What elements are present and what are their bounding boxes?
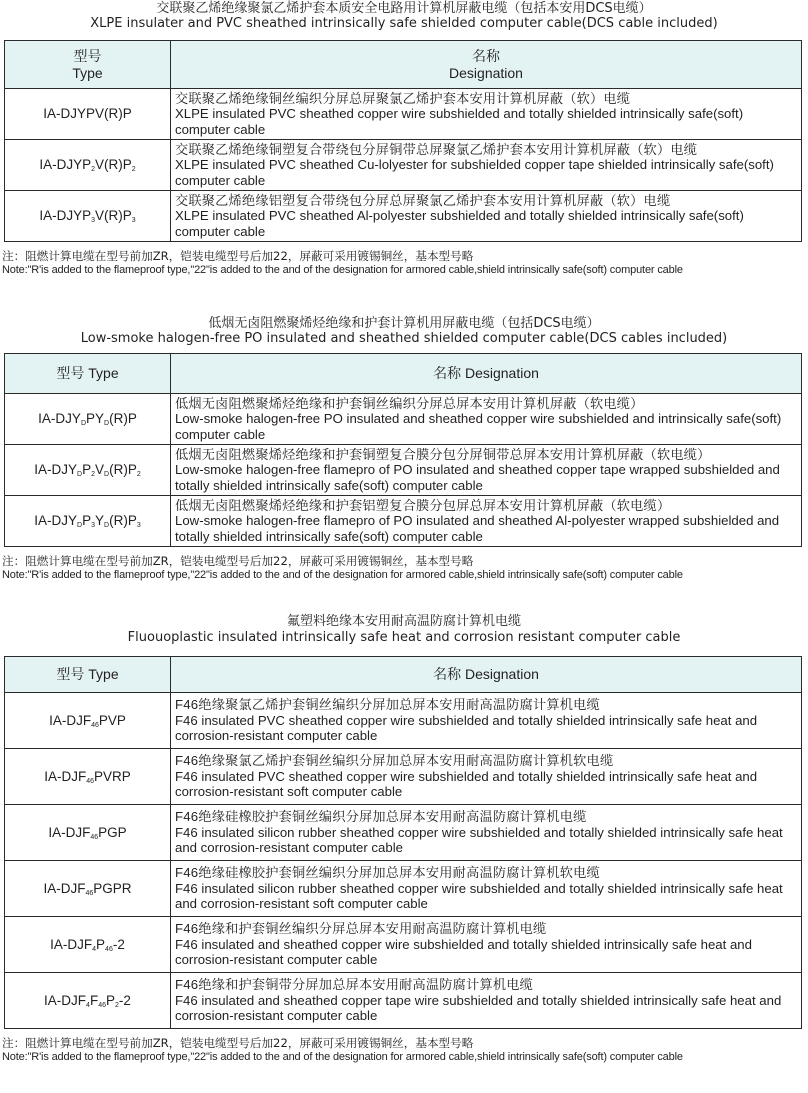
model-cell bbox=[5, 973, 171, 1029]
table-row bbox=[5, 973, 802, 1029]
header-model bbox=[5, 41, 171, 89]
note-en: Note:"R'is added to the flameproof type,"22"is added to the and of the designation for armored cable,shield intrinsically safe(soft) computer cable bbox=[2, 264, 683, 276]
model-cell bbox=[5, 191, 171, 242]
designation-cn: 交联聚乙烯绝缘铜丝编织分屏总屏聚氯乙烯护套本安用计算机屏蔽（软）电缆 bbox=[175, 90, 631, 106]
table-row bbox=[5, 749, 802, 805]
designation-cell bbox=[171, 917, 802, 973]
designation-cell bbox=[171, 394, 802, 445]
designation-en: F46 insulated PVC sheathed copper wire subshielded and totally shielded intrinsically safe heat and corrosion-resistant computer cable bbox=[175, 712, 758, 744]
designation-cn: F46绝缘聚氯乙烯护套铜丝编织分屏加总屏本安用耐高温防腐计算机软电缆 bbox=[175, 753, 614, 769]
designation-cell bbox=[171, 89, 802, 140]
model-code: $IA-DJYP_3V(R)P_3$ bbox=[39, 208, 136, 225]
designation-cn: 低烟无卤阻燃聚烯烃绝缘和护套铜丝编织分屏总屏本安用计算机屏蔽（软电缆） bbox=[175, 395, 644, 411]
header-model: 型号 Type bbox=[5, 354, 171, 394]
header-model-en: Type bbox=[72, 64, 103, 81]
designation-en: XLPE insulated PVC sheathed copper wire subshielded and totally shielded intrinsically safe(soft) computer cable bbox=[175, 106, 744, 137]
designation-cell bbox=[171, 191, 802, 242]
designation-cn: F46绝缘和护套铜带分屏加总屏本安用耐高温防腐计算机电缆 bbox=[175, 977, 534, 993]
model-cell bbox=[5, 749, 171, 805]
table-header bbox=[5, 657, 802, 693]
section3-table bbox=[4, 656, 802, 1029]
designation-en: XLPE insulated PVC sheathed Al-polyester subshielded and totally shielded intrinsically safe(soft) computer cable bbox=[175, 208, 744, 239]
note-en: Note:"R'is added to the flameproof type,"22"is added to the and of the designation for armored cable,shield intrinsically safe(soft) computer cable bbox=[2, 569, 683, 581]
model-code: $IA-DJF_{46}PGP$ bbox=[48, 824, 127, 841]
model-cell bbox=[5, 496, 171, 547]
note-cn: 注：阻燃计算电缆在型号前加ZR，铠装电缆型号后加22，屏蔽可采用镀锡铜丝，基本型号略 bbox=[2, 249, 474, 263]
designation-cn: F46绝缘和护套铜丝编织分屏总屏本安用耐高温防腐计算机电缆 bbox=[175, 921, 547, 937]
section1-title-en: XLPE insulater and PVC sheathed intrinsically safe shielded computer cable(DCS cable included) bbox=[90, 16, 718, 31]
model-cell bbox=[5, 805, 171, 861]
designation-cn: 低烟无卤阻燃聚烯烃绝缘和护套铝塑复合膜分包屏总屏本安用计算机屏蔽（软电缆） bbox=[175, 497, 671, 513]
table-row bbox=[5, 805, 802, 861]
model-cell bbox=[5, 140, 171, 191]
table-row bbox=[5, 917, 802, 973]
table-row bbox=[5, 89, 802, 140]
header-model: 型号 Type bbox=[5, 657, 171, 693]
model-cell bbox=[5, 861, 171, 917]
header-model-cn: 型号 bbox=[73, 47, 102, 64]
model-code: $IA-DJF_{46}PGPR$ bbox=[43, 880, 132, 897]
header-designation: 名称 Designation bbox=[171, 657, 802, 693]
header-designation: 名称 Designation bbox=[171, 354, 802, 394]
model-code: $IA-DJY_DP_2V_D(R)P_2$ bbox=[34, 462, 141, 479]
model-code: IA-DJYPV(R)P bbox=[43, 106, 132, 122]
designation-cell bbox=[171, 445, 802, 496]
section2-table bbox=[4, 353, 802, 547]
table-header bbox=[5, 354, 802, 394]
model-code: $IA-DJF_{46}PVP$ bbox=[49, 712, 126, 729]
model-code: $IA-DJF_{46}PVRP$ bbox=[44, 768, 131, 785]
table-row bbox=[5, 861, 802, 917]
designation-en: F46 insulated silicon rubber sheathed copper wire subshielded and totally shielded intrinsically safe heat and corrosion-resistant computer cable bbox=[175, 824, 783, 856]
designation-en: F46 insulated silicon rubber sheathed copper wire subshielded and totally shielded intrinsically safe heat and corrosion-resistant soft computer cable bbox=[175, 880, 783, 912]
designation-en: F46 insulated and sheathed copper tape wire subshielded and totally shielded intrinsically safe heat and corrosion-resistant computer cable bbox=[175, 992, 782, 1024]
table-row bbox=[5, 394, 802, 445]
header-designation bbox=[171, 41, 802, 89]
section2-note bbox=[2, 554, 808, 582]
designation-cell bbox=[171, 496, 802, 547]
note-en: Note:"R'is added to the flameproof type,"22"is added to the and of the designation for armored cable,shield intrinsically safe(soft) computer cable bbox=[2, 1051, 683, 1063]
designation-en: Low-smoke halogen-free flamepro of PO insulated and sheathed Al-polyester wrapped subshielded and totally shielded intrinsically safe(soft) computer cable bbox=[175, 513, 780, 544]
model-cell bbox=[5, 917, 171, 973]
designation-cell bbox=[171, 805, 802, 861]
designation-cn: 低烟无卤阻燃聚烯烃绝缘和护套铜塑复合膜分包分屏铜带总屏本安用计算机屏蔽（软电缆） bbox=[175, 446, 711, 462]
section3-title-en: Fluouoplastic insulated intrinsically safe heat and corrosion resistant computer cable bbox=[127, 630, 681, 645]
table-row bbox=[5, 445, 802, 496]
model-code: $IA-DJY_DPY_D(R)P$ bbox=[38, 411, 137, 428]
table-row bbox=[5, 140, 802, 191]
model-code: $IA-DJF_4P_{46}-2$ bbox=[50, 936, 125, 953]
model-cell bbox=[5, 394, 171, 445]
model-code: $IA-DJYP_2V(R)P_2$ bbox=[39, 157, 136, 174]
designation-cn: 交联聚乙烯绝缘铝塑复合带绕包分屏总屏聚氯乙烯护套本安用计算机屏蔽（软）电缆 bbox=[175, 192, 671, 208]
designation-en: F46 insulated and sheathed copper wire subshielded and totally shielded intrinsically safe heat and corrosion-resistant computer cable bbox=[175, 936, 752, 968]
section1-title-cn: 交联聚乙烯绝缘聚氯乙烯护套本质安全电路用计算机屏蔽电缆（包括本安用DCS电缆） bbox=[156, 1, 652, 16]
section1-note bbox=[2, 249, 808, 277]
header-name-en: Designation bbox=[449, 64, 523, 81]
section2-title-en: Low-smoke halogen-free PO insulated and sheathed shielded computer cable(DCS cables included) bbox=[80, 331, 728, 346]
model-cell bbox=[5, 693, 171, 749]
designation-cell bbox=[171, 140, 802, 191]
model-cell bbox=[5, 89, 171, 140]
section1-table bbox=[4, 40, 802, 242]
section2-title-cn: 低烟无卤阻燃聚烯烃绝缘和护套计算机用屏蔽电缆（包括DCS电缆） bbox=[208, 316, 600, 331]
section3-title-cn: 氟塑料绝缘本安用耐高温防腐计算机电缆 bbox=[286, 614, 521, 629]
note-cn: 注：阻燃计算电缆在型号前加ZR，铠装电缆型号后加22，屏蔽可采用镀锡铜丝，基本型号略 bbox=[2, 1036, 474, 1050]
model-cell bbox=[5, 445, 171, 496]
designation-cell bbox=[171, 973, 802, 1029]
model-code: $IA-DJY_DP_3Y_D(R)P_3$ bbox=[34, 513, 141, 530]
note-cn: 注：阻燃计算电缆在型号前加ZR，铠装电缆型号后加22，屏蔽可采用镀锡铜丝，基本型号略 bbox=[2, 554, 474, 568]
designation-cell bbox=[171, 693, 802, 749]
model-code: $IA-DJF_4F_{46}P_2-2$ bbox=[44, 992, 131, 1009]
designation-en: F46 insulated PVC sheathed copper wire subshielded and totally shielded intrinsically safe heat and corrosion-resistant soft computer cable bbox=[175, 768, 758, 800]
designation-cn: F46绝缘聚氯乙烯护套铜丝编织分屏加总屏本安用耐高温防腐计算机电缆 bbox=[175, 697, 600, 713]
designation-cn: F46绝缘硅橡胶护套铜丝编织分屏加总屏本安用耐高温防腐计算机电缆 bbox=[175, 809, 587, 825]
table-header bbox=[5, 41, 802, 89]
designation-cn: 交联聚乙烯绝缘铜塑复合带绕包分屏铜带总屏聚氯乙烯护套本安用计算机屏蔽（软）电缆 bbox=[175, 141, 698, 157]
designation-cn: F46绝缘硅橡胶护套铜丝编织分屏加总屏本安用耐高温防腐计算机软电缆 bbox=[175, 865, 600, 881]
section3-note bbox=[2, 1036, 808, 1064]
table-row bbox=[5, 191, 802, 242]
designation-en: Low-smoke halogen-free PO insulated and sheathed copper wire subshielded and intrinsically safe(soft) computer cable bbox=[175, 411, 782, 442]
designation-cell bbox=[171, 749, 802, 805]
header-name-cn: 名称 bbox=[472, 47, 500, 64]
table-row bbox=[5, 693, 802, 749]
designation-en: XLPE insulated PVC sheathed Cu-lolyester for subshielded copper tape shielded intrinsically safe(soft) computer cable bbox=[175, 157, 774, 188]
table-row bbox=[5, 496, 802, 547]
designation-en: Low-smoke halogen-free flamepro of PO insulated and sheathed copper tape wrapped subshielded and totally shielded intrinsically safe(soft) computer cable bbox=[175, 462, 780, 493]
designation-cell bbox=[171, 861, 802, 917]
